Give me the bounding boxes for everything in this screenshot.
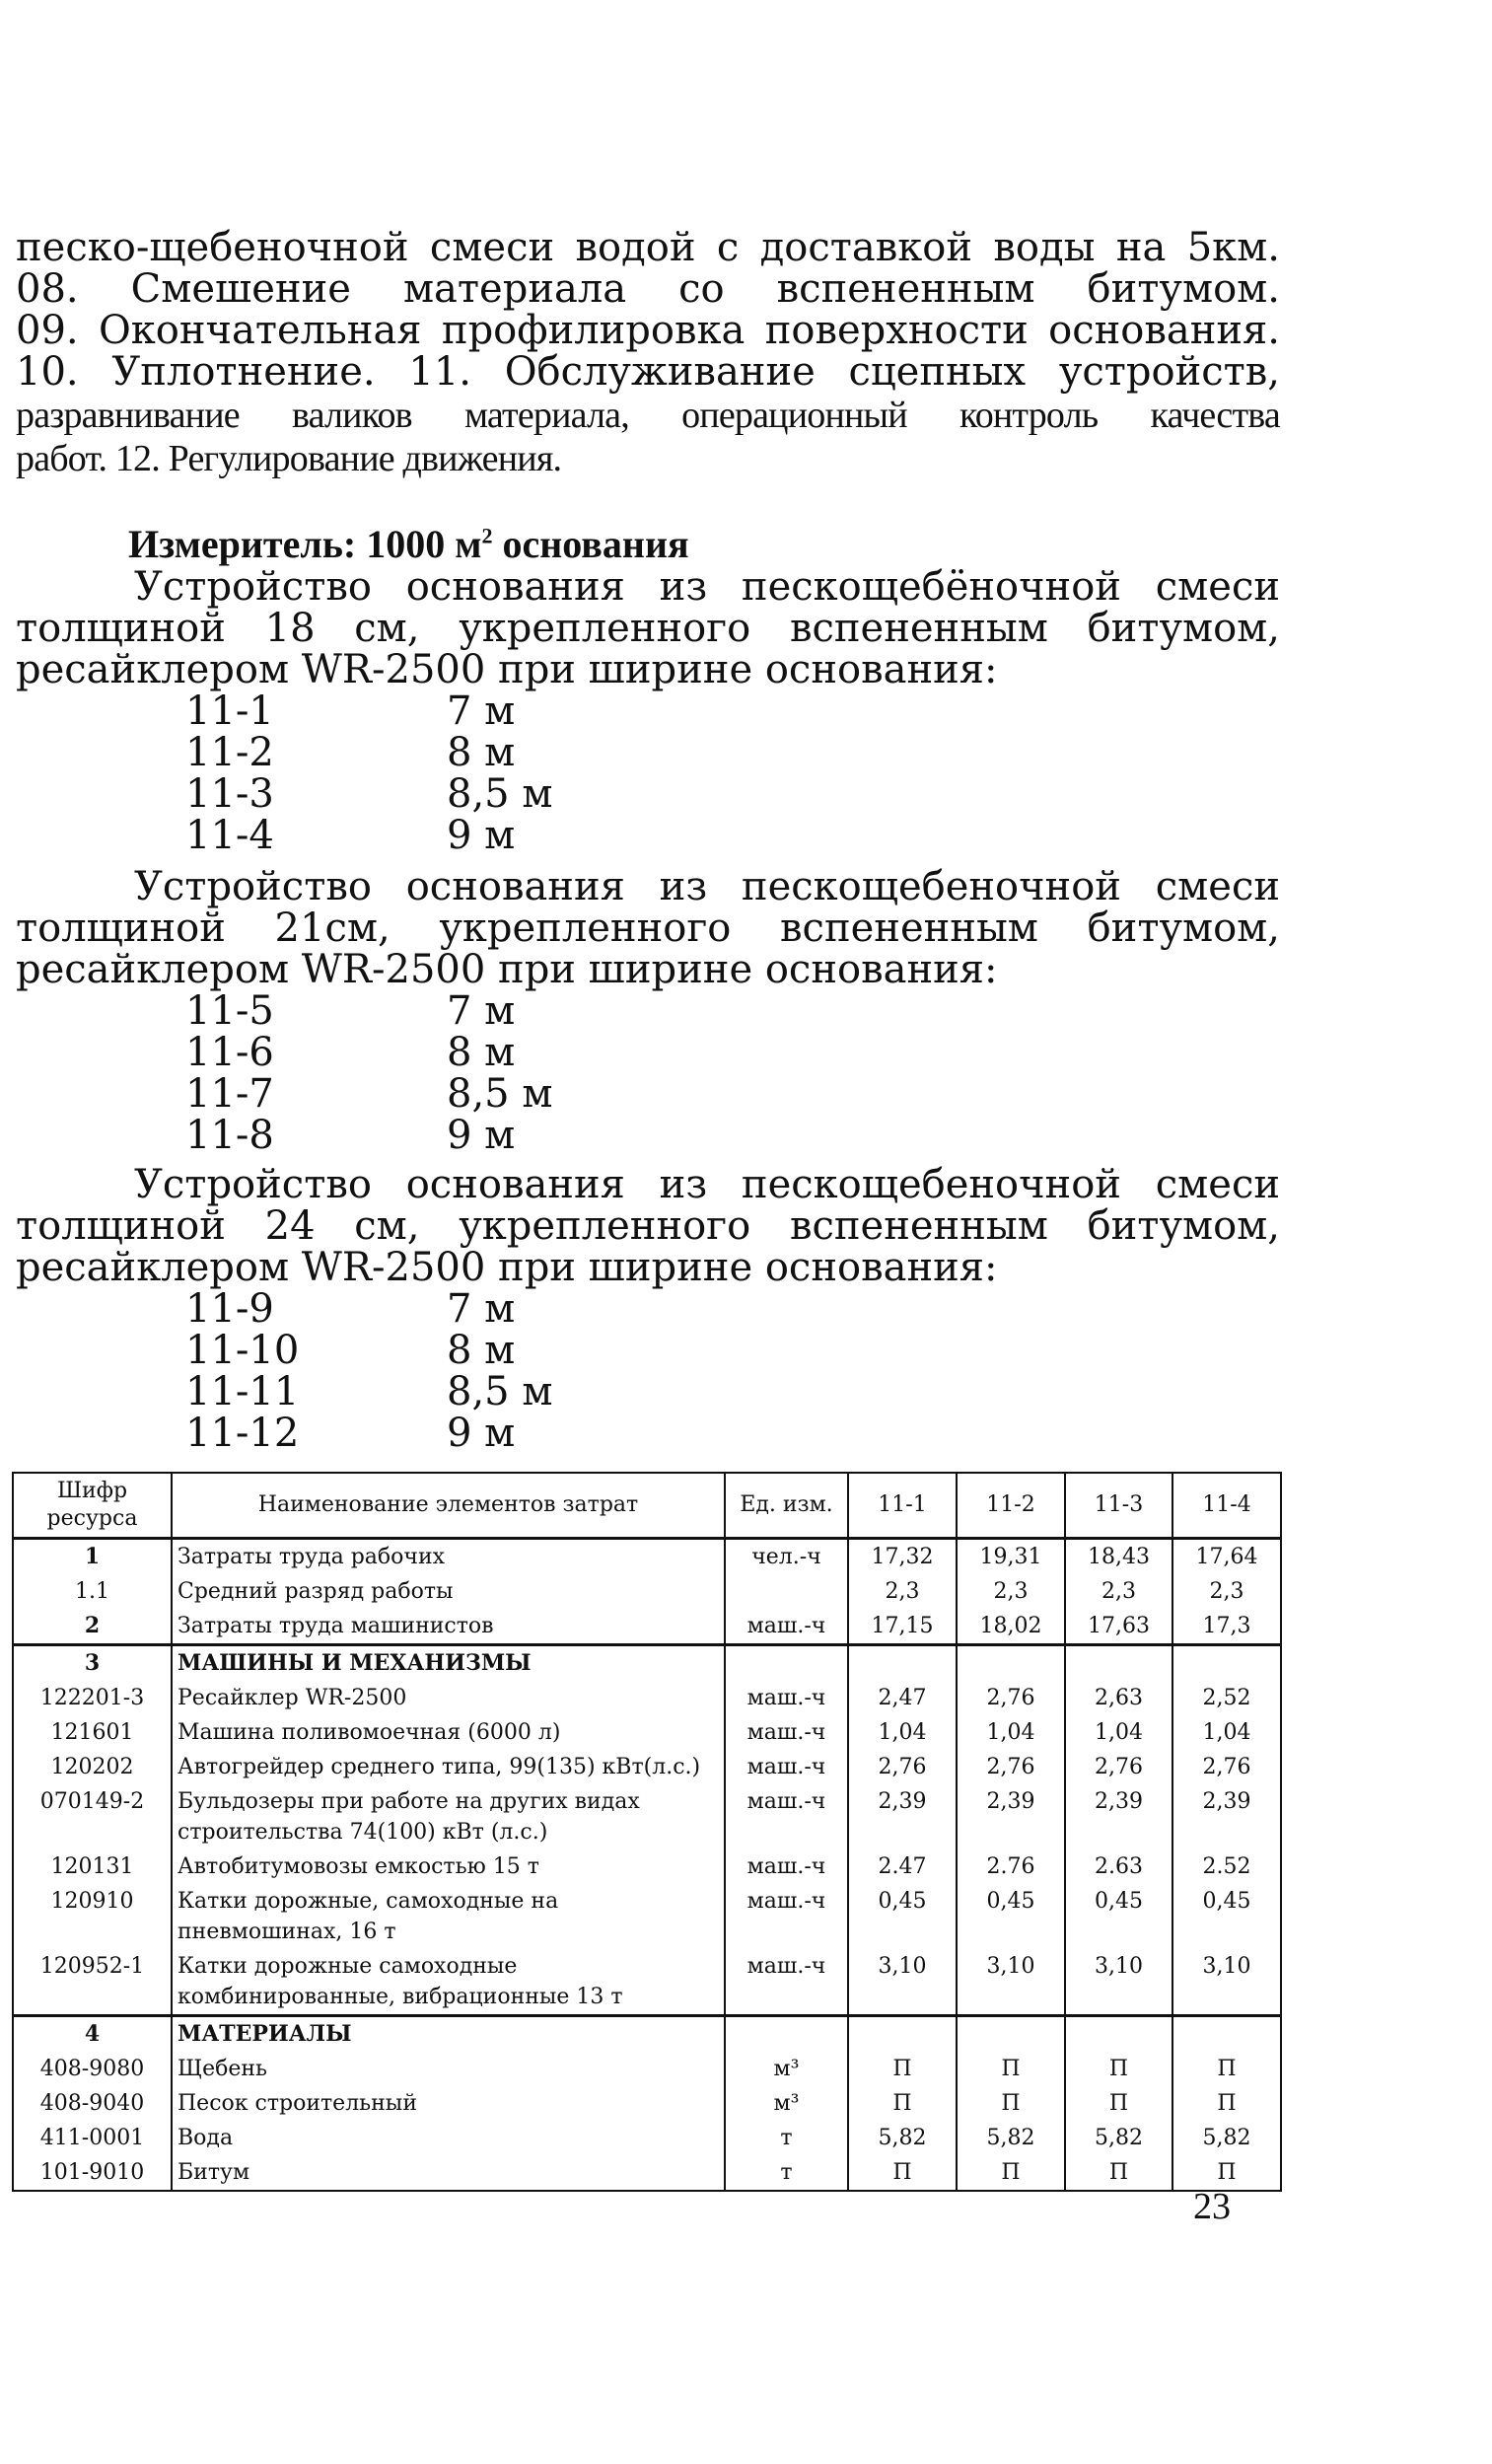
value-cell: 3,10 bbox=[957, 1949, 1065, 2016]
value-cell: 2,76 bbox=[1172, 1750, 1281, 1784]
group-line: ресайклером WR-2500 при ширине основания: bbox=[16, 1245, 998, 1290]
resource-code-cell: 1 bbox=[13, 1539, 172, 1575]
table-row bbox=[13, 1949, 1281, 2016]
resource-code-cell: 4 bbox=[13, 2016, 172, 2053]
table-row bbox=[13, 1681, 1281, 1715]
unit-cell: маш.-ч bbox=[725, 1609, 848, 1645]
unit-cell: т bbox=[725, 2121, 848, 2155]
table-row bbox=[13, 1784, 1281, 1849]
unit-cell: маш.-ч bbox=[725, 1715, 848, 1750]
resource-name-cell: МАШИНЫ И МЕХАНИЗМЫ bbox=[172, 1645, 725, 1682]
value-cell: 0,45 bbox=[848, 1884, 957, 1949]
unit-cell: маш.-ч bbox=[725, 1849, 848, 1884]
value-cell bbox=[1172, 1645, 1281, 1682]
group-line: толщиной 18 см, укрепленного вспененным битумом, bbox=[16, 606, 1280, 651]
resource-name-cell: Щебень bbox=[172, 2052, 725, 2086]
header-unit: Ед. изм. bbox=[725, 1473, 848, 1539]
variant-row: 11-2 8 м bbox=[185, 730, 516, 775]
value-cell: 17,32 bbox=[848, 1539, 957, 1575]
value-cell: 2,63 bbox=[1065, 1681, 1172, 1715]
value-cell: 2.76 bbox=[957, 1849, 1065, 1884]
variant-row: 11-9 7 м bbox=[185, 1286, 516, 1332]
header-name: Наименование элементов затрат bbox=[172, 1473, 725, 1539]
resource-name-cell: Катки дорожные, самоходные на пневмошинах, 16 т bbox=[172, 1884, 725, 1949]
table-row bbox=[13, 1750, 1281, 1784]
resource-code-cell: 120202 bbox=[13, 1750, 172, 1784]
value-cell: П bbox=[1065, 2052, 1172, 2086]
value-cell: 2.52 bbox=[1172, 1849, 1281, 1884]
intro-line: разравнивание валиков материала, операционный контроль качества bbox=[16, 395, 1280, 436]
table-row bbox=[13, 1884, 1281, 1949]
variant-row: 11-11 8,5 м bbox=[185, 1369, 553, 1414]
value-cell: 5,82 bbox=[848, 2121, 957, 2155]
value-cell: 3,10 bbox=[1065, 1949, 1172, 2016]
resource-name-cell: Затраты труда рабочих bbox=[172, 1539, 725, 1575]
value-cell: 2,76 bbox=[848, 1750, 957, 1784]
value-cell: П bbox=[848, 2086, 957, 2121]
value-cell: 5,82 bbox=[1065, 2121, 1172, 2155]
value-cell: 2,47 bbox=[848, 1681, 957, 1715]
table-row bbox=[13, 1849, 1281, 1884]
intro-line: песко-щебеночной смеси водой с доставкой воды на 5км. bbox=[16, 225, 1280, 270]
value-cell: П bbox=[1172, 2086, 1281, 2121]
resource-name-cell: Ресайклер WR-2500 bbox=[172, 1681, 725, 1715]
table-row bbox=[13, 1715, 1281, 1750]
resource-name-cell: Катки дорожные самоходные комбинированные, вибрационные 13 т bbox=[172, 1949, 725, 2016]
table-row bbox=[13, 2016, 1281, 2053]
resource-code-cell: 411-0001 bbox=[13, 2121, 172, 2155]
table-row bbox=[13, 2155, 1281, 2191]
header-variant: 11-4 bbox=[1172, 1473, 1281, 1539]
unit-cell bbox=[725, 1645, 848, 1682]
value-cell: 3,10 bbox=[1172, 1949, 1281, 2016]
variant-row: 11-8 9 м bbox=[185, 1113, 516, 1158]
table-row bbox=[13, 2121, 1281, 2155]
value-cell: 2,39 bbox=[1065, 1784, 1172, 1849]
value-cell: 2,76 bbox=[1065, 1750, 1172, 1784]
value-cell bbox=[848, 1645, 957, 1682]
unit-cell: м³ bbox=[725, 2052, 848, 2086]
value-cell: 18,43 bbox=[1065, 1539, 1172, 1575]
resource-code-cell: 3 bbox=[13, 1645, 172, 1682]
value-cell: 1,04 bbox=[1172, 1715, 1281, 1750]
value-cell: П bbox=[957, 2086, 1065, 2121]
resource-name-cell: Автогрейдер среднего типа, 99(135) кВт(л.с.) bbox=[172, 1750, 725, 1784]
value-cell: 1,04 bbox=[957, 1715, 1065, 1750]
value-cell: 3,10 bbox=[848, 1949, 957, 2016]
value-cell: 0,45 bbox=[1172, 1884, 1281, 1949]
resource-name-cell: Средний разряд работы bbox=[172, 1574, 725, 1609]
variant-row: 11-1 7 м bbox=[185, 688, 516, 734]
value-cell: 2,3 bbox=[1172, 1574, 1281, 1609]
value-cell: 17,15 bbox=[848, 1609, 957, 1645]
value-cell bbox=[1065, 1645, 1172, 1682]
variant-row: 11-7 8,5 м bbox=[185, 1071, 553, 1117]
value-cell: 2,52 bbox=[1172, 1681, 1281, 1715]
unit-cell bbox=[725, 2016, 848, 2053]
unit-cell: маш.-ч bbox=[725, 1884, 848, 1949]
value-cell: 2,39 bbox=[957, 1784, 1065, 1849]
value-cell: 0,45 bbox=[957, 1884, 1065, 1949]
value-cell: П bbox=[1065, 2086, 1172, 2121]
variant-list bbox=[185, 990, 552, 1156]
group-line: ресайклером WR-2500 при ширине основания: bbox=[16, 947, 998, 992]
value-cell: П bbox=[848, 2052, 957, 2086]
value-cell: П bbox=[1172, 2052, 1281, 2086]
header-variant: 11-2 bbox=[957, 1473, 1065, 1539]
value-cell: П bbox=[957, 2052, 1065, 2086]
header-variant: 11-3 bbox=[1065, 1473, 1172, 1539]
resource-name-cell: Затраты труда машинистов bbox=[172, 1609, 725, 1645]
table-row bbox=[13, 1539, 1281, 1575]
intro-line: 08. Смешение материала со вспененным битумом. bbox=[16, 266, 1280, 312]
value-cell: 17,3 bbox=[1172, 1609, 1281, 1645]
unit-cell: маш.-ч bbox=[725, 1784, 848, 1849]
unit-cell: маш.-ч bbox=[725, 1681, 848, 1715]
value-cell: 2,76 bbox=[957, 1750, 1065, 1784]
resource-table bbox=[12, 1472, 1282, 2192]
variant-row: 11-3 8,5 м bbox=[185, 771, 553, 817]
measure-heading: Измеритель: 1000 $м^2$ основания bbox=[128, 522, 689, 566]
value-cell: П bbox=[957, 2155, 1065, 2191]
value-cell: 2,3 bbox=[848, 1574, 957, 1609]
variant-row: 11-6 8 м bbox=[185, 1030, 516, 1075]
table-row bbox=[13, 1609, 1281, 1645]
unit-cell: т bbox=[725, 2155, 848, 2191]
group-line: ресайклером WR-2500 при ширине основания: bbox=[16, 647, 998, 692]
resource-code-cell: 120952-1 bbox=[13, 1949, 172, 2016]
resource-name-cell: Песок строительный bbox=[172, 2086, 725, 2121]
resource-name-cell: Вода bbox=[172, 2121, 725, 2155]
resource-name-cell: МАТЕРИАЛЫ bbox=[172, 2016, 725, 2053]
value-cell: 2.47 bbox=[848, 1849, 957, 1884]
resource-name-cell: Бульдозеры при работе на других видах строительства 74(100) кВт (л.с.) bbox=[172, 1784, 725, 1849]
unit-cell: м³ bbox=[725, 2086, 848, 2121]
group-line: толщиной 24 см, укрепленного вспененным битумом, bbox=[16, 1203, 1280, 1249]
group-line: Устройство основания из пескощебеночной смеси bbox=[134, 1162, 1280, 1207]
variant-list bbox=[185, 1288, 552, 1454]
resource-code-cell: 101-9010 bbox=[13, 2155, 172, 2191]
value-cell: 2,76 bbox=[957, 1681, 1065, 1715]
value-cell bbox=[1065, 2016, 1172, 2053]
unit-cell: чел.-ч bbox=[725, 1539, 848, 1575]
value-cell: 2,39 bbox=[1172, 1784, 1281, 1849]
header-code: Шифр ресурса bbox=[13, 1473, 172, 1539]
value-cell: 2.63 bbox=[1065, 1849, 1172, 1884]
intro-line: 09. Окончательная профилировка поверхности основания. bbox=[16, 308, 1280, 353]
group-line: толщиной 21см, укрепленного вспененным битумом, bbox=[16, 906, 1280, 951]
resource-name-cell: Автобитумовозы емкостью 15 т bbox=[172, 1849, 725, 1884]
variant-list bbox=[185, 690, 552, 856]
header-variant: 11-1 bbox=[848, 1473, 957, 1539]
resource-code-cell: 120910 bbox=[13, 1884, 172, 1949]
value-cell bbox=[1172, 2016, 1281, 2053]
unit-cell: маш.-ч bbox=[725, 1750, 848, 1784]
value-cell: 0,45 bbox=[1065, 1884, 1172, 1949]
resource-code-cell: 070149-2 bbox=[13, 1784, 172, 1849]
unit-cell: маш.-ч bbox=[725, 1949, 848, 2016]
resource-name-cell: Битум bbox=[172, 2155, 725, 2191]
value-cell: 17,64 bbox=[1172, 1539, 1281, 1575]
value-cell: 5,82 bbox=[957, 2121, 1065, 2155]
table-header-row bbox=[13, 1473, 1281, 1539]
resource-name-cell: Машина поливомоечная (6000 л) bbox=[172, 1715, 725, 1750]
page-number: 23 bbox=[1193, 2186, 1231, 2227]
variant-row: 11-5 7 м bbox=[185, 988, 516, 1034]
resource-code-cell: 1.1 bbox=[13, 1574, 172, 1609]
variant-row: 11-12 9 м bbox=[185, 1411, 516, 1456]
table-row bbox=[13, 1645, 1281, 1682]
value-cell: 2,39 bbox=[848, 1784, 957, 1849]
group-line: Устройство основания из пескощебёночной смеси bbox=[134, 564, 1280, 610]
value-cell: П bbox=[848, 2155, 957, 2191]
value-cell bbox=[848, 2016, 957, 2053]
intro-line: 10. Уплотнение. 11. Обслуживание сцепных устройств, bbox=[16, 349, 1280, 395]
value-cell: 2,3 bbox=[1065, 1574, 1172, 1609]
group-line: Устройство основания из пескощебеночной смеси bbox=[134, 864, 1280, 909]
resource-code-cell: 120131 bbox=[13, 1849, 172, 1884]
variant-row: 11-10 8 м bbox=[185, 1328, 516, 1373]
value-cell: 2,3 bbox=[957, 1574, 1065, 1609]
value-cell bbox=[957, 1645, 1065, 1682]
value-cell: 19,31 bbox=[957, 1539, 1065, 1575]
table-row bbox=[13, 1574, 1281, 1609]
unit-cell bbox=[725, 1574, 848, 1609]
value-cell: 1,04 bbox=[1065, 1715, 1172, 1750]
resource-code-cell: 122201-3 bbox=[13, 1681, 172, 1715]
resource-code-cell: 121601 bbox=[13, 1715, 172, 1750]
value-cell: 17,63 bbox=[1065, 1609, 1172, 1645]
value-cell bbox=[957, 2016, 1065, 2053]
value-cell: 18,02 bbox=[957, 1609, 1065, 1645]
intro-line: работ. 12. Регулирование движения. bbox=[16, 438, 562, 479]
value-cell: П bbox=[1065, 2155, 1172, 2191]
value-cell: 1,04 bbox=[848, 1715, 957, 1750]
resource-code-cell: 408-9040 bbox=[13, 2086, 172, 2121]
variant-row: 11-4 9 м bbox=[185, 813, 516, 858]
resource-code-cell: 2 bbox=[13, 1609, 172, 1645]
table-row bbox=[13, 2086, 1281, 2121]
table-row bbox=[13, 2052, 1281, 2086]
value-cell: П bbox=[1172, 2155, 1281, 2191]
value-cell: 5,82 bbox=[1172, 2121, 1281, 2155]
resource-code-cell: 408-9080 bbox=[13, 2052, 172, 2086]
